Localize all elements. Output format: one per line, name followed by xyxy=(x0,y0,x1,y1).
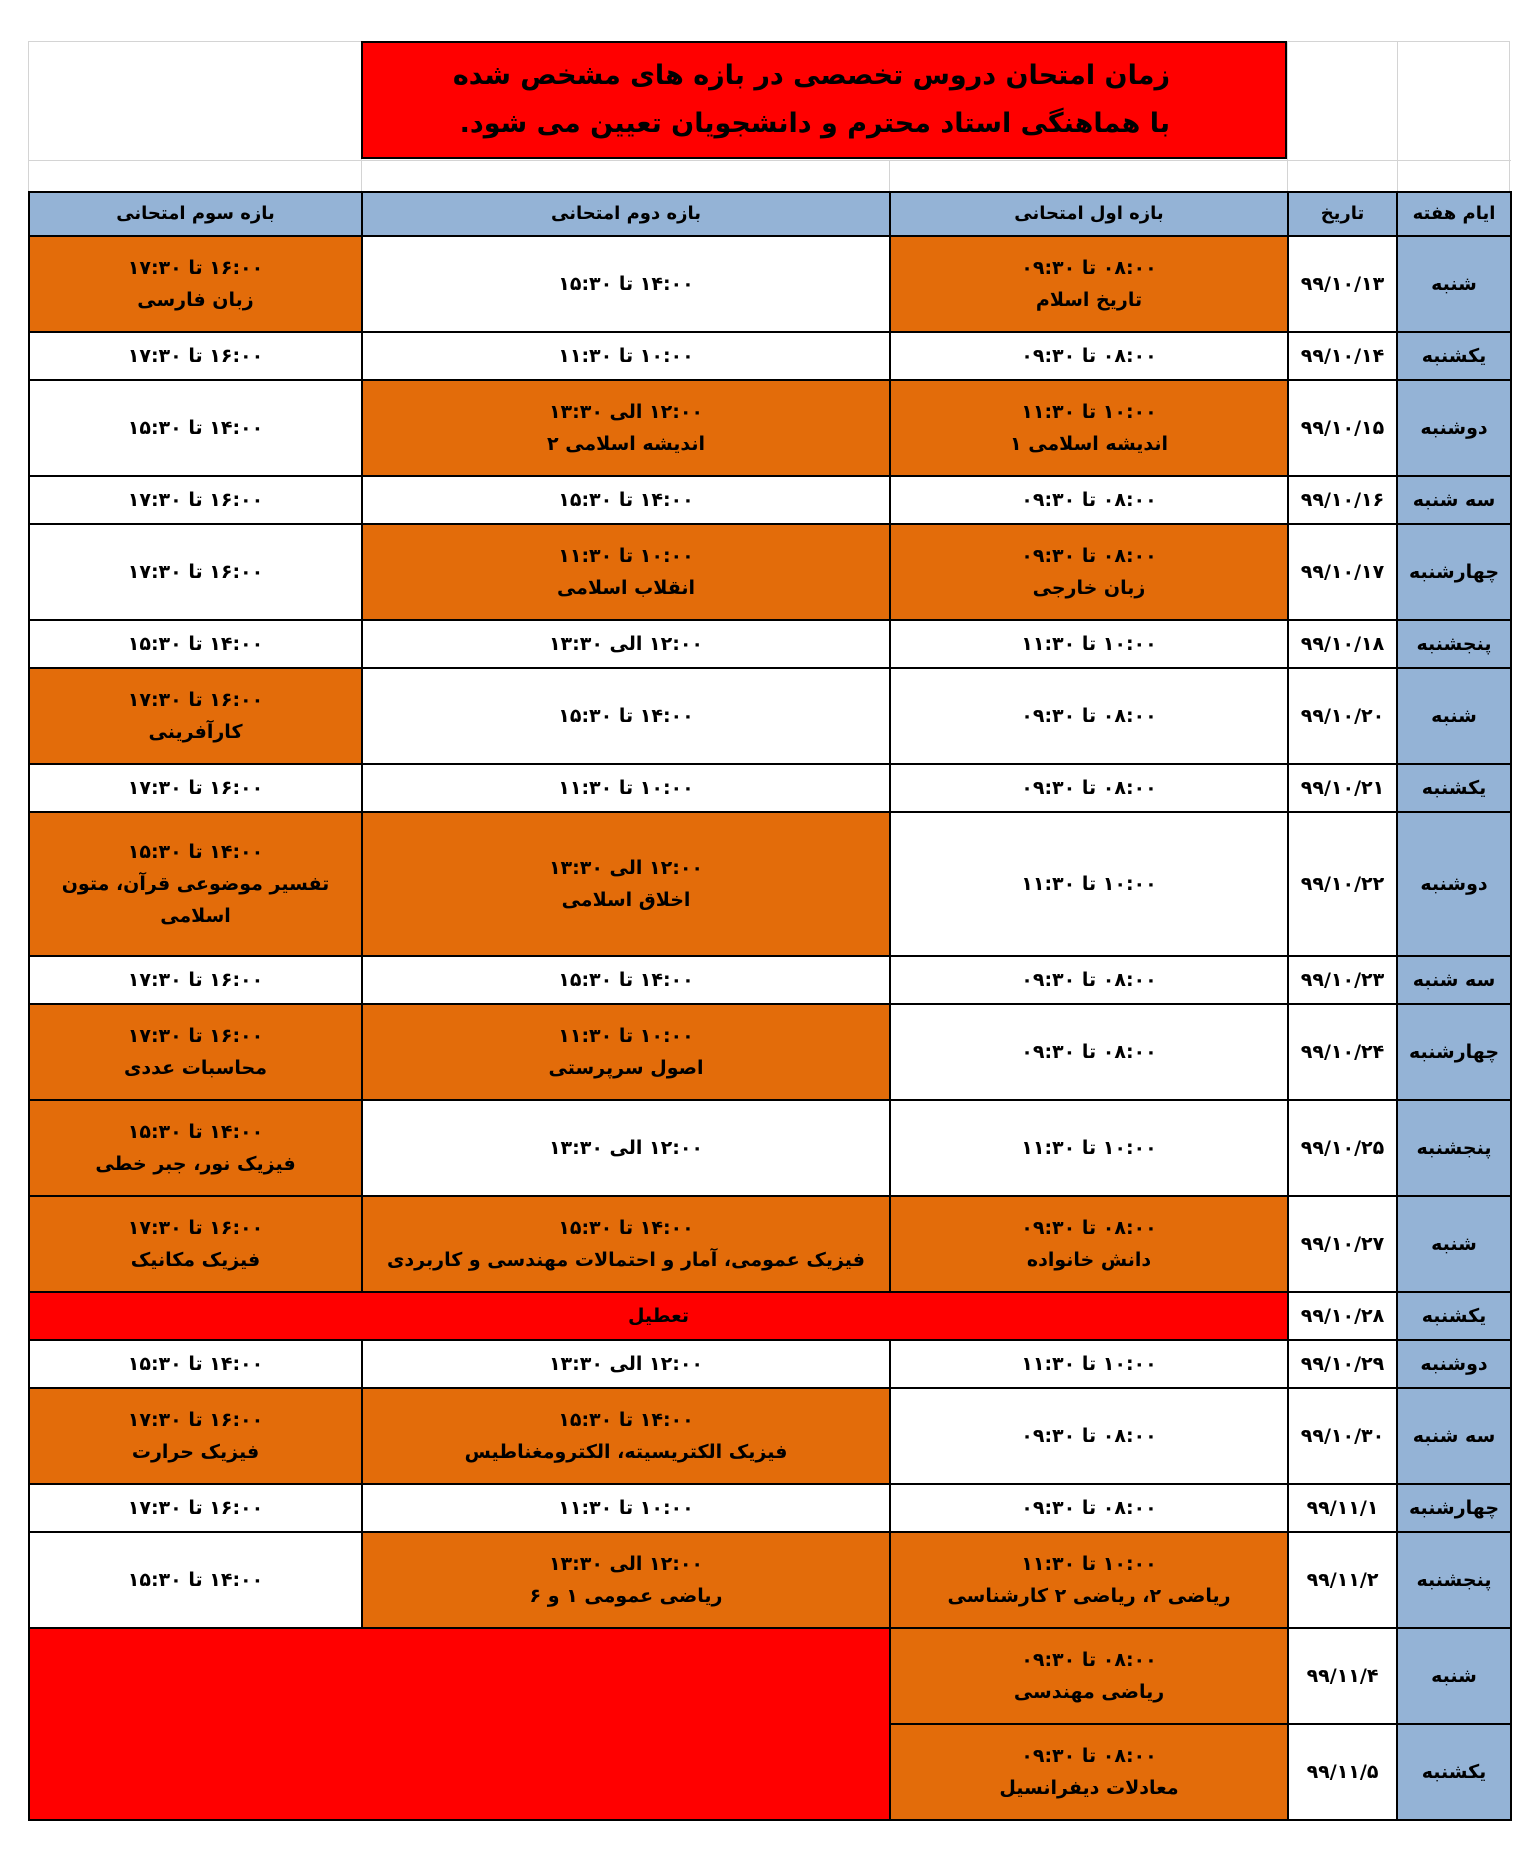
exam-time: ۱۶:۰۰ تا ۱۷:۳۰ xyxy=(127,776,264,799)
exam-slot-cell xyxy=(362,1340,890,1388)
exam-time: ۱۴:۰۰ تا ۱۵:۳۰ xyxy=(558,272,694,295)
holiday-cell xyxy=(29,1292,1288,1340)
header-slot2: بازه دوم امتحانی xyxy=(362,192,890,236)
exam-subject: ریاضی عمومی ۱ و ۶ xyxy=(529,1585,723,1607)
exam-slot-content xyxy=(891,868,1287,900)
exam-time: ۱۶:۰۰ تا ۱۷:۳۰ xyxy=(127,344,264,367)
exam-time: ۱۲:۰۰ الی ۱۳:۳۰ xyxy=(548,400,704,423)
exam-time: ۱۴:۰۰ تا ۱۵:۳۰ xyxy=(127,1352,264,1375)
exam-slot-cell xyxy=(890,1532,1288,1628)
exam-slot-cell xyxy=(29,1196,362,1292)
exam-slot-content xyxy=(30,772,361,804)
exam-slot-cell xyxy=(29,476,362,524)
exam-slot-cell xyxy=(29,236,362,332)
exam-slot-cell xyxy=(362,764,890,812)
exam-slot-content xyxy=(363,964,889,996)
exam-slot-cell xyxy=(890,668,1288,764)
title-line-2: با هماهنگی استاد محترم و دانشجویان تعیین می شود. xyxy=(459,108,1170,139)
table-row xyxy=(29,1004,1511,1100)
exam-time: ۱۲:۰۰ الی ۱۳:۳۰ xyxy=(548,1136,704,1159)
exam-time: ۱۶:۰۰ تا ۱۷:۳۰ xyxy=(127,1496,264,1519)
exam-time: ۱۰:۰۰ تا ۱۱:۳۰ xyxy=(1021,872,1157,895)
exam-time: ۱۲:۰۰ الی ۱۳:۳۰ xyxy=(548,1352,704,1375)
weekday-cell: دوشنبه xyxy=(1397,380,1511,476)
exam-slot-cell xyxy=(362,1100,890,1196)
table-row xyxy=(29,1388,1511,1484)
exam-time: ۰۸:۰۰ تا ۰۹:۳۰ xyxy=(1021,776,1157,799)
weekday-cell: شنبه xyxy=(1397,236,1511,332)
exam-time: ۱۰:۰۰ تا ۱۱:۳۰ xyxy=(558,1024,694,1047)
exam-time: ۱۶:۰۰ تا ۱۷:۳۰ xyxy=(127,488,264,511)
table-row xyxy=(29,1532,1511,1628)
date-cell: ۹۹/۱۰/۲۵ xyxy=(1288,1100,1397,1196)
exam-slot-cell xyxy=(29,380,362,476)
exam-slot-cell xyxy=(29,812,362,956)
exam-slot-cell xyxy=(362,380,890,476)
exam-slot-content xyxy=(30,684,361,749)
table-row xyxy=(29,1340,1511,1388)
exam-time: ۰۸:۰۰ تا ۰۹:۳۰ xyxy=(1021,1496,1157,1519)
exam-subject: فیزیک الکتریسیته، الکترومغناطیس xyxy=(464,1441,788,1463)
header-row xyxy=(29,192,1511,236)
weekday-cell: شنبه xyxy=(1397,1628,1511,1724)
date-cell: ۹۹/۱۰/۲۴ xyxy=(1288,1004,1397,1100)
exam-slot-content xyxy=(891,1212,1287,1277)
exam-slot-content xyxy=(30,964,361,996)
exam-slot-cell xyxy=(890,236,1288,332)
exam-slot-content xyxy=(891,396,1287,461)
exam-slot-content xyxy=(363,484,889,516)
exam-schedule-table xyxy=(28,191,1512,1821)
exam-subject: تفسیر موضوعی قرآن، متون اسلامی xyxy=(61,872,330,928)
table-row xyxy=(29,812,1511,956)
date-cell: ۹۹/۱۰/۱۵ xyxy=(1288,380,1397,476)
date-cell: ۹۹/۱۰/۲۰ xyxy=(1288,668,1397,764)
exam-slot-content xyxy=(891,1492,1287,1524)
table-row xyxy=(29,236,1511,332)
exam-slot-content xyxy=(891,1348,1287,1380)
weekday-cell: سه شنبه xyxy=(1397,956,1511,1004)
exam-time: ۱۴:۰۰ تا ۱۵:۳۰ xyxy=(558,1408,694,1431)
weekday-cell: پنجشنبه xyxy=(1397,620,1511,668)
exam-slot-cell xyxy=(362,236,890,332)
date-cell: ۹۹/۱۱/۲ xyxy=(1288,1532,1397,1628)
header-slot1: بازه اول امتحانی xyxy=(890,192,1288,236)
date-cell: ۹۹/۱۰/۱۸ xyxy=(1288,620,1397,668)
exam-slot-cell xyxy=(890,1196,1288,1292)
exam-slot-cell xyxy=(890,380,1288,476)
exam-slot-cell xyxy=(362,1484,890,1532)
grid-line xyxy=(29,160,1511,161)
date-cell: ۹۹/۱۰/۲۱ xyxy=(1288,764,1397,812)
exam-slot-content xyxy=(363,540,889,605)
exam-slot-content xyxy=(30,1020,361,1085)
weekday-cell: دوشنبه xyxy=(1397,812,1511,956)
date-cell: ۹۹/۱۰/۱۷ xyxy=(1288,524,1397,620)
exam-time: ۱۴:۰۰ تا ۱۵:۳۰ xyxy=(558,968,694,991)
header-day: ایام هفته xyxy=(1397,192,1511,236)
weekday-cell: سه شنبه xyxy=(1397,1388,1511,1484)
exam-subject: معادلات دیفرانسیل xyxy=(999,1777,1179,1799)
exam-slot-content xyxy=(363,772,889,804)
weekday-cell: یکشنبه xyxy=(1397,1724,1511,1820)
spreadsheet xyxy=(28,41,1510,1829)
exam-time: ۱۰:۰۰ تا ۱۱:۳۰ xyxy=(558,344,694,367)
exam-time: ۱۰:۰۰ تا ۱۱:۳۰ xyxy=(1021,1352,1157,1375)
exam-slot-cell xyxy=(29,332,362,380)
exam-subject: دانش خانواده xyxy=(1026,1249,1152,1271)
exam-slot-cell xyxy=(362,1388,890,1484)
exam-slot-content xyxy=(363,1020,889,1085)
exam-subject: اندیشه اسلامی ۲ xyxy=(546,433,706,455)
exam-time: ۰۸:۰۰ تا ۰۹:۳۰ xyxy=(1021,1648,1157,1671)
exam-slot-content xyxy=(363,628,889,660)
exam-slot-content xyxy=(30,1212,361,1277)
grid-line xyxy=(1287,42,1288,192)
exam-slot-cell xyxy=(29,1388,362,1484)
exam-time: ۱۴:۰۰ تا ۱۵:۳۰ xyxy=(127,840,264,863)
exam-time: ۱۶:۰۰ تا ۱۷:۳۰ xyxy=(127,1408,264,1431)
exam-slot-content xyxy=(363,700,889,732)
table-row xyxy=(29,1100,1511,1196)
exam-slot-content xyxy=(30,628,361,660)
exam-subject: فیزیک مکانیک xyxy=(130,1249,261,1271)
exam-slot-content xyxy=(30,556,361,588)
exam-slot-cell xyxy=(890,1004,1288,1100)
exam-slot-content xyxy=(30,1116,361,1181)
exam-subject: تاریخ اسلام xyxy=(1035,289,1143,311)
table-row xyxy=(29,764,1511,812)
exam-slot-cell xyxy=(362,812,890,956)
exam-time: ۱۲:۰۰ الی ۱۳:۳۰ xyxy=(548,856,704,879)
exam-subject: ریاضی ۲، ریاضی ۲ کارشناسی xyxy=(947,1585,1231,1607)
date-cell: ۹۹/۱۰/۲۹ xyxy=(1288,1340,1397,1388)
weekday-cell: چهارشنبه xyxy=(1397,524,1511,620)
weekday-cell: چهارشنبه xyxy=(1397,1004,1511,1100)
exam-slot-cell xyxy=(29,1004,362,1100)
table-row xyxy=(29,620,1511,668)
exam-slot-content xyxy=(30,484,361,516)
exam-slot-content xyxy=(891,1740,1287,1805)
exam-slot-cell xyxy=(362,332,890,380)
exam-slot-cell xyxy=(29,1340,362,1388)
exam-slot-content xyxy=(363,1548,889,1613)
exam-subject: اندیشه اسلامی ۱ xyxy=(1009,433,1169,455)
exam-subject: فیزیک حرارت xyxy=(131,1441,260,1463)
exam-slot-content xyxy=(363,268,889,300)
exam-slot-content xyxy=(891,340,1287,372)
title-banner xyxy=(361,41,1287,159)
exam-slot-cell xyxy=(362,1196,890,1292)
exam-slot-content xyxy=(891,1420,1287,1452)
exam-slot-content xyxy=(891,964,1287,996)
exam-slot-content xyxy=(891,252,1287,317)
schedule-body xyxy=(29,192,1511,1820)
exam-time: ۱۲:۰۰ الی ۱۳:۳۰ xyxy=(548,1552,704,1575)
exam-slot-cell xyxy=(29,1532,362,1628)
exam-time: ۰۸:۰۰ تا ۰۹:۳۰ xyxy=(1021,1424,1157,1447)
date-cell: ۹۹/۱۱/۵ xyxy=(1288,1724,1397,1820)
exam-slot-cell xyxy=(890,524,1288,620)
exam-slot-content xyxy=(363,396,889,461)
date-cell: ۹۹/۱۰/۲۲ xyxy=(1288,812,1397,956)
exam-time: ۱۴:۰۰ تا ۱۵:۳۰ xyxy=(127,1120,264,1143)
exam-slot-cell xyxy=(362,620,890,668)
exam-subject: ریاضی مهندسی xyxy=(1013,1681,1165,1703)
exam-slot-content xyxy=(30,1404,361,1469)
exam-slot-cell xyxy=(362,1532,890,1628)
exam-slot-content xyxy=(891,484,1287,516)
exam-slot-content xyxy=(30,412,361,444)
exam-slot-content xyxy=(363,1404,889,1469)
exam-slot-content xyxy=(891,1644,1287,1709)
exam-time: ۱۴:۰۰ تا ۱۵:۳۰ xyxy=(558,704,694,727)
table-row xyxy=(29,1292,1511,1340)
exam-slot-content xyxy=(30,252,361,317)
exam-subject: انقلاب اسلامی xyxy=(556,577,696,599)
exam-time: ۱۴:۰۰ تا ۱۵:۳۰ xyxy=(127,416,264,439)
table-row xyxy=(29,956,1511,1004)
exam-slot-content xyxy=(891,700,1287,732)
header-date: تاریخ xyxy=(1288,192,1397,236)
exam-time: ۱۲:۰۰ الی ۱۳:۳۰ xyxy=(548,632,704,655)
date-cell: ۹۹/۱۰/۳۰ xyxy=(1288,1388,1397,1484)
exam-subject: محاسبات عددی xyxy=(124,1057,267,1079)
weekday-cell: یکشنبه xyxy=(1397,1292,1511,1340)
exam-slot-cell xyxy=(890,332,1288,380)
date-cell: ۹۹/۱۰/۱۳ xyxy=(1288,236,1397,332)
exam-subject: زبان خارجی xyxy=(1032,577,1146,599)
exam-slot-cell xyxy=(890,764,1288,812)
exam-time: ۰۸:۰۰ تا ۰۹:۳۰ xyxy=(1021,968,1157,991)
title-line-1: زمان امتحان دروس تخصصی در بازه های مشخص شده xyxy=(452,60,1170,91)
exam-slot-content xyxy=(891,1132,1287,1164)
exam-slot-content xyxy=(30,1564,361,1596)
exam-slot-cell xyxy=(890,476,1288,524)
exam-time: ۱۰:۰۰ تا ۱۱:۳۰ xyxy=(1021,632,1157,655)
exam-time: ۰۸:۰۰ تا ۰۹:۳۰ xyxy=(1021,488,1157,511)
exam-time: ۱۴:۰۰ تا ۱۵:۳۰ xyxy=(127,632,264,655)
exam-subject: فیزیک نور، جبر خطی xyxy=(95,1153,296,1175)
weekday-cell: چهارشنبه xyxy=(1397,1484,1511,1532)
exam-slot-cell xyxy=(890,1340,1288,1388)
exam-slot-cell xyxy=(362,476,890,524)
exam-time: ۰۸:۰۰ تا ۰۹:۳۰ xyxy=(1021,256,1157,279)
exam-slot-content xyxy=(30,1348,361,1380)
exam-slot-cell xyxy=(29,1484,362,1532)
exam-slot-cell xyxy=(29,956,362,1004)
exam-slot-cell xyxy=(362,524,890,620)
exam-slot-content xyxy=(363,1348,889,1380)
exam-slot-content xyxy=(30,836,361,933)
exam-time: ۱۶:۰۰ تا ۱۷:۳۰ xyxy=(127,688,264,711)
exam-slot-cell xyxy=(890,1100,1288,1196)
table-row xyxy=(29,1196,1511,1292)
exam-time: ۱۴:۰۰ تا ۱۵:۳۰ xyxy=(127,1568,264,1591)
exam-slot-content xyxy=(30,340,361,372)
grid-line xyxy=(889,160,890,192)
header-slot3: بازه سوم امتحانی xyxy=(29,192,362,236)
exam-time: ۰۸:۰۰ تا ۰۹:۳۰ xyxy=(1021,1216,1157,1239)
exam-time: ۱۰:۰۰ تا ۱۱:۳۰ xyxy=(558,1496,694,1519)
date-cell: ۹۹/۱۱/۱ xyxy=(1288,1484,1397,1532)
exam-slot-cell xyxy=(29,1100,362,1196)
exam-slot-cell xyxy=(890,1388,1288,1484)
date-cell: ۹۹/۱۰/۲۳ xyxy=(1288,956,1397,1004)
table-row xyxy=(29,668,1511,764)
date-cell: ۹۹/۱۰/۲۷ xyxy=(1288,1196,1397,1292)
exam-time: ۱۰:۰۰ تا ۱۱:۳۰ xyxy=(1021,1136,1157,1159)
exam-time: ۱۶:۰۰ تا ۱۷:۳۰ xyxy=(127,560,264,583)
exam-slot-cell xyxy=(890,812,1288,956)
exam-slot-content xyxy=(30,1492,361,1524)
holiday-label: تعطیل xyxy=(627,1304,690,1327)
exam-slot-content xyxy=(363,852,889,917)
exam-slot-cell xyxy=(362,956,890,1004)
exam-time: ۰۸:۰۰ تا ۰۹:۳۰ xyxy=(1021,1040,1157,1063)
exam-time: ۱۶:۰۰ تا ۱۷:۳۰ xyxy=(127,256,264,279)
weekday-cell: یکشنبه xyxy=(1397,332,1511,380)
exam-time: ۱۴:۰۰ تا ۱۵:۳۰ xyxy=(558,1216,694,1239)
exam-slot-content xyxy=(891,1548,1287,1613)
exam-subject: اصول سرپرستی xyxy=(548,1057,704,1079)
exam-subject: کارآفرینی xyxy=(148,721,243,743)
exam-slot-cell xyxy=(29,620,362,668)
weekday-cell: دوشنبه xyxy=(1397,1340,1511,1388)
exam-slot-content xyxy=(891,772,1287,804)
exam-slot-cell xyxy=(890,1724,1288,1820)
exam-time: ۱۶:۰۰ تا ۱۷:۳۰ xyxy=(127,1216,264,1239)
date-cell: ۹۹/۱۰/۱۶ xyxy=(1288,476,1397,524)
exam-slot-cell xyxy=(890,956,1288,1004)
exam-time: ۱۶:۰۰ تا ۱۷:۳۰ xyxy=(127,1024,264,1047)
exam-slot-content xyxy=(363,1212,889,1277)
date-cell: ۹۹/۱۰/۲۸ xyxy=(1288,1292,1397,1340)
exam-time: ۱۰:۰۰ تا ۱۱:۳۰ xyxy=(558,544,694,567)
weekday-cell: یکشنبه xyxy=(1397,764,1511,812)
exam-time: ۱۰:۰۰ تا ۱۱:۳۰ xyxy=(1021,400,1157,423)
exam-time: ۱۰:۰۰ تا ۱۱:۳۰ xyxy=(1021,1552,1157,1575)
exam-slot-content xyxy=(363,1492,889,1524)
weekday-cell: شنبه xyxy=(1397,668,1511,764)
exam-time: ۱۰:۰۰ تا ۱۱:۳۰ xyxy=(558,776,694,799)
exam-subject: اخلاق اسلامی xyxy=(561,889,691,911)
exam-time: ۰۸:۰۰ تا ۰۹:۳۰ xyxy=(1021,704,1157,727)
exam-subject: فیزیک عمومی، آمار و احتمالات مهندسی و کاربردی xyxy=(387,1249,865,1271)
weekday-cell: سه شنبه xyxy=(1397,476,1511,524)
date-cell: ۹۹/۱۱/۴ xyxy=(1288,1628,1397,1724)
table-row xyxy=(29,524,1511,620)
exam-time: ۰۸:۰۰ تا ۰۹:۳۰ xyxy=(1021,344,1157,367)
table-row xyxy=(29,476,1511,524)
exam-slot-cell xyxy=(29,524,362,620)
exam-slot-content xyxy=(363,1132,889,1164)
exam-slot-cell xyxy=(29,764,362,812)
exam-time: ۱۴:۰۰ تا ۱۵:۳۰ xyxy=(558,488,694,511)
weekday-cell: پنجشنبه xyxy=(1397,1532,1511,1628)
exam-slot-cell xyxy=(362,668,890,764)
exam-time: ۰۸:۰۰ تا ۰۹:۳۰ xyxy=(1021,1744,1157,1767)
exam-slot-content xyxy=(891,1036,1287,1068)
table-row xyxy=(29,1484,1511,1532)
exam-slot-content xyxy=(891,628,1287,660)
table-row xyxy=(29,332,1511,380)
table-row xyxy=(29,1628,1511,1724)
exam-subject: زبان فارسی xyxy=(137,289,254,311)
exam-slot-cell xyxy=(29,668,362,764)
unused-slots-cell xyxy=(29,1628,890,1820)
weekday-cell: پنجشنبه xyxy=(1397,1100,1511,1196)
weekday-cell: شنبه xyxy=(1397,1196,1511,1292)
exam-slot-content xyxy=(363,340,889,372)
exam-slot-cell xyxy=(890,1628,1288,1724)
exam-time: ۰۸:۰۰ تا ۰۹:۳۰ xyxy=(1021,544,1157,567)
exam-slot-content xyxy=(891,540,1287,605)
exam-slot-cell xyxy=(362,1004,890,1100)
exam-time: ۱۶:۰۰ تا ۱۷:۳۰ xyxy=(127,968,264,991)
exam-slot-cell xyxy=(890,620,1288,668)
table-row xyxy=(29,380,1511,476)
exam-slot-cell xyxy=(890,1484,1288,1532)
grid-line xyxy=(1397,42,1398,192)
date-cell: ۹۹/۱۰/۱۴ xyxy=(1288,332,1397,380)
